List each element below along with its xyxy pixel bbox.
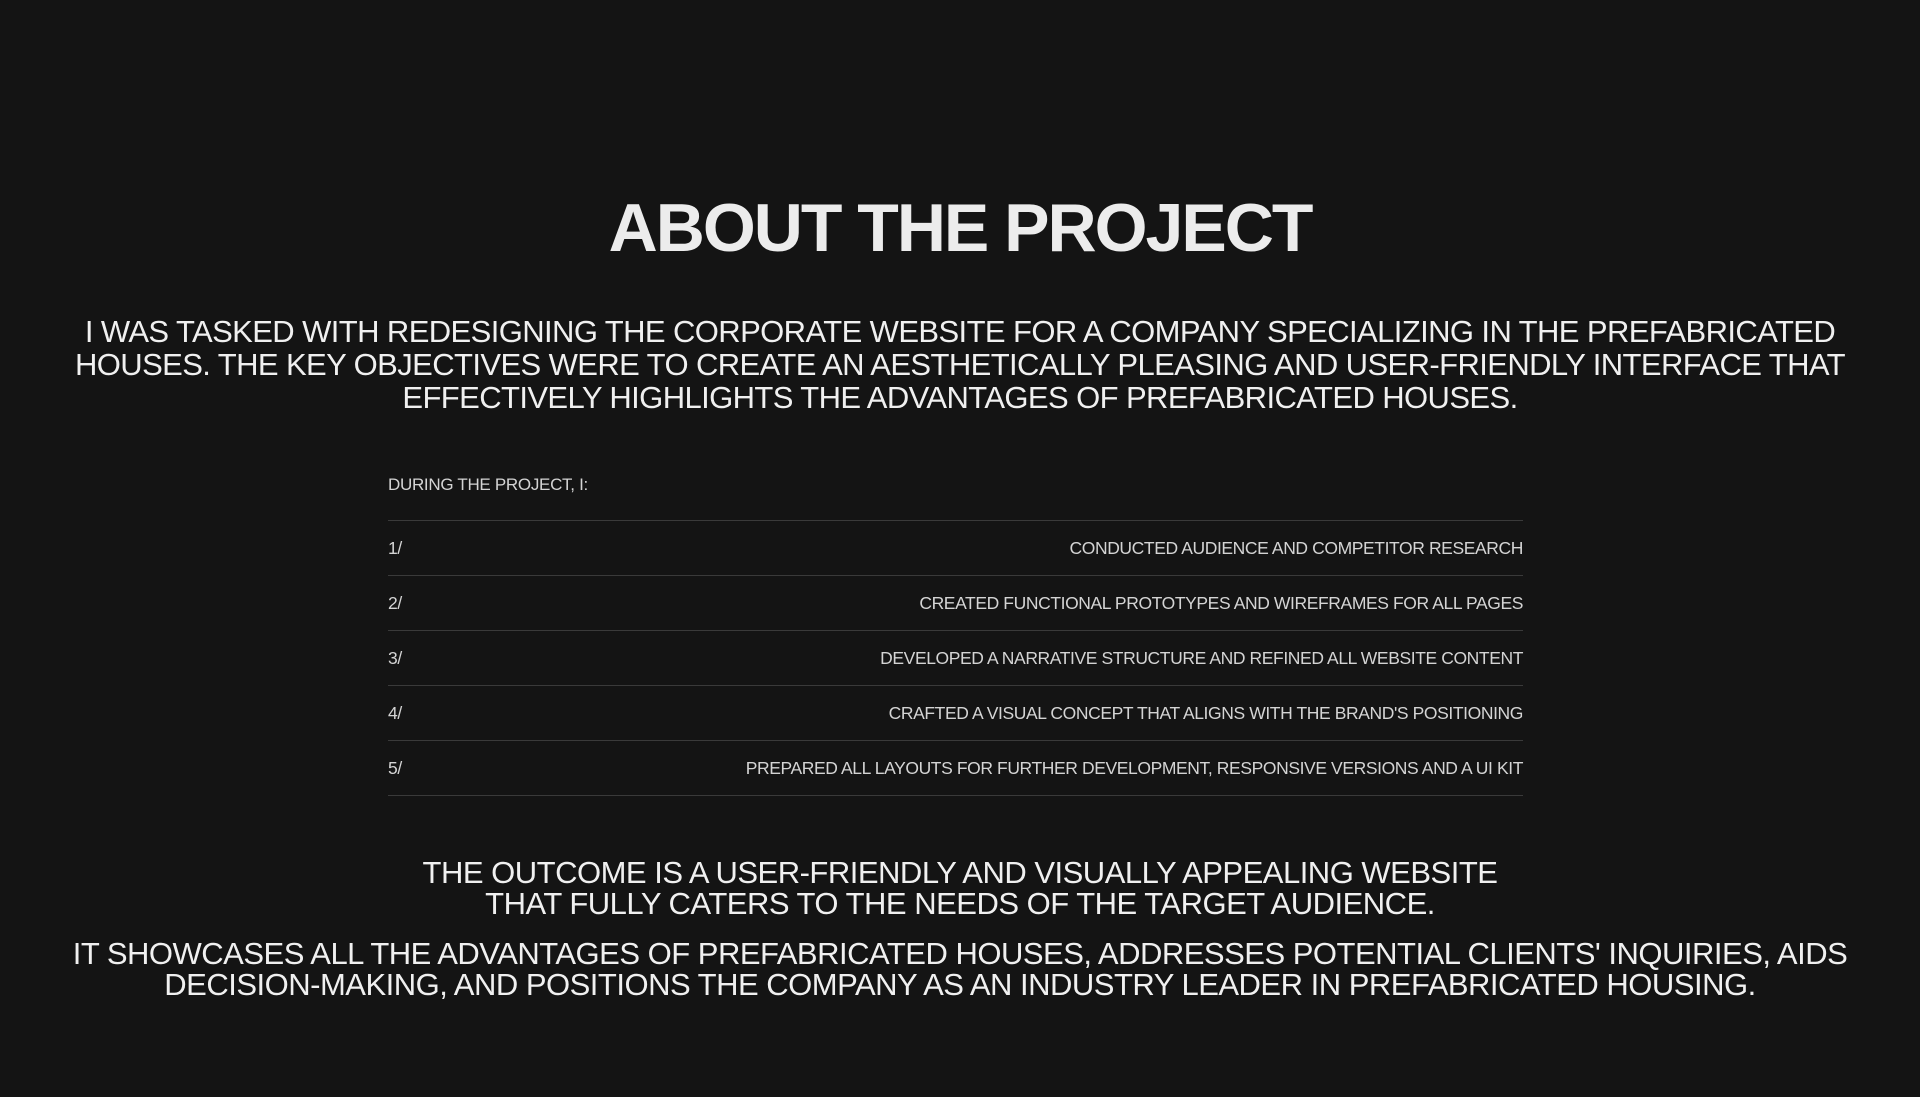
showcase-paragraph: IT SHOWCASES ALL THE ADVANTAGES OF PREFABRICATED HOUSES, ADDRESSES POTENTIAL CLIENTS' INQUIRIES, AIDS DECISION-MAKING, AND POSITIONS THE COMPANY AS AN INDUSTRY LEADER IN PREFABRICATED HOUSING. bbox=[72, 936, 1848, 1002]
page-title: ABOUT THE PROJECT bbox=[608, 190, 1312, 266]
task-row bbox=[388, 686, 1523, 741]
task-number: 2/ bbox=[388, 592, 402, 613]
intro-paragraph: I WAS TASKED WITH REDESIGNING THE CORPORATE WEBSITE FOR A COMPANY SPECIALIZING IN THE PREFABRICATED HOUSES. THE KEY OBJECTIVES WERE TO CREATE AN AESTHETICALLY PLEASING AND USER-FRIENDLY INTERFACE THAT EFFECTIVELY HIGHLIGHTS THE ADVANTAGES OF PREFABRICATED HOUSES. bbox=[74, 314, 1846, 415]
task-text: DEVELOPED A NARRATIVE STRUCTURE AND REFINED ALL WEBSITE CONTENT bbox=[880, 647, 1523, 668]
task-row bbox=[388, 741, 1523, 796]
task-text: CRAFTED A VISUAL CONCEPT THAT ALIGNS WITH THE BRAND'S POSITIONING bbox=[888, 702, 1523, 723]
tasks-list bbox=[388, 470, 1523, 796]
task-number: 5/ bbox=[388, 757, 402, 778]
task-row bbox=[388, 521, 1523, 576]
outcome-line-2: THAT FULLY CATERS TO THE NEEDS OF THE TARGET AUDIENCE. bbox=[485, 886, 1435, 921]
task-number: 3/ bbox=[388, 647, 402, 668]
outcome-paragraph bbox=[0, 857, 1920, 919]
tasks-heading: DURING THE PROJECT, I: bbox=[388, 470, 1523, 521]
task-text: PREPARED ALL LAYOUTS FOR FURTHER DEVELOPMENT, RESPONSIVE VERSIONS AND A UI KIT bbox=[745, 757, 1523, 778]
task-number: 4/ bbox=[388, 702, 402, 723]
outcome-line-1: THE OUTCOME IS A USER-FRIENDLY AND VISUALLY APPEALING WEBSITE bbox=[422, 855, 1498, 890]
task-row bbox=[388, 576, 1523, 631]
task-number: 1/ bbox=[388, 537, 402, 558]
task-text: CREATED FUNCTIONAL PROTOTYPES AND WIREFRAMES FOR ALL PAGES bbox=[919, 592, 1523, 613]
task-row bbox=[388, 631, 1523, 686]
task-text: CONDUCTED AUDIENCE AND COMPETITOR RESEARCH bbox=[1069, 537, 1523, 558]
